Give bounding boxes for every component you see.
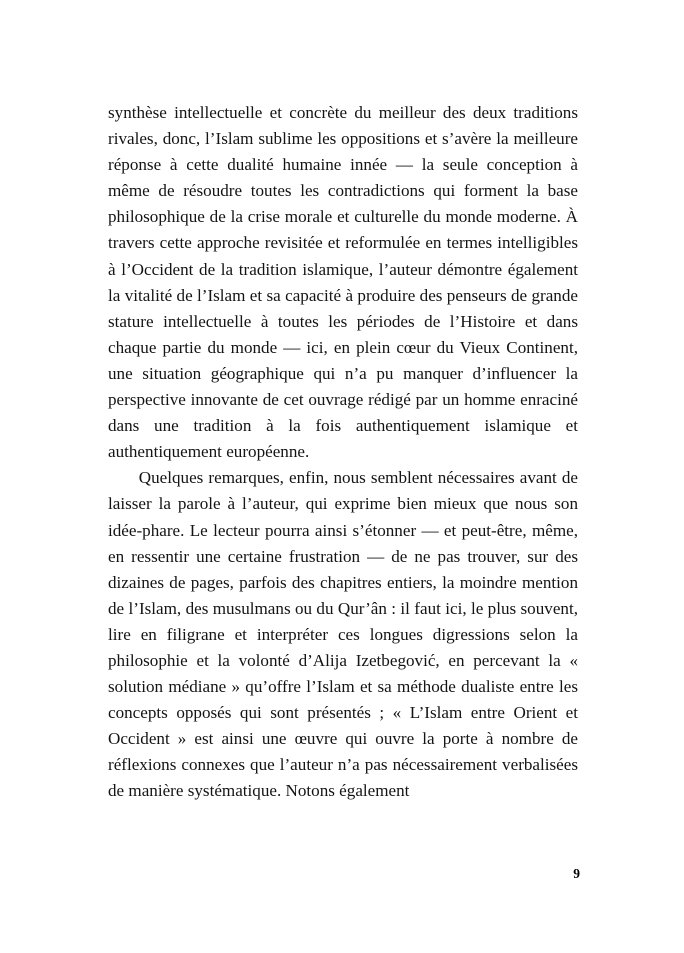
page-number: 9 (573, 866, 580, 881)
paragraph: Quelques remarques, enfin, nous semblent nécessaires avant de laisser la parole à l’auteur, qui exprime bien mieux que nous son idée-phare. Le lecteur pourra ainsi s’étonner — et peut-être, même, en ressentir une certaine frustration — de ne pas trouver, sur des dizaines de pages, parfois des chapitres entiers, la moindre mention de l’Islam, des musulmans ou du Qur’ân : il faut ici, le plus souvent, lire en filigrane et interpréter ces longues digressions selon la philosophie et la volonté d’Alija Izetbegović, en percevant la « solution médiane » qu’offre l’Islam et sa méthode dualiste entre les concepts opposés qui sont présentés ; « L’Islam entre Orient et Occident » est ainsi une œuvre qui ouvre la porte à nombre de réflexions connexes que l’auteur n’a pas nécessairement verbalisées de manière systématique. Notons également (108, 468, 578, 801)
page-text-block (108, 100, 578, 805)
paragraph: synthèse intellectuelle et concrète du meilleur des deux traditions rivales, donc, l’Islam sublime les oppositions et s’avère la meilleure réponse à cette dualité humaine innée — la seule conception à même de résoudre toutes les contradictions qui forment la base philosophique de la crise morale et culturelle du monde moderne. À travers cette approche revisitée et reformulée en termes intelligibles à l’Occident de la tradition islamique, l’auteur démontre également la vitalité de l’Islam et sa capacité à produire des penseurs de grande stature intellectuelle à toutes les périodes de l’Histoire et dans chaque partie du monde — ici, en plein cœur du Vieux Continent, une situation géographique qui n’a pu manquer d’influencer la perspective innovante de cet ouvrage rédigé par un homme enraciné dans une tradition à la fois authentiquement islamique et authentiquement européenne. (108, 103, 578, 462)
